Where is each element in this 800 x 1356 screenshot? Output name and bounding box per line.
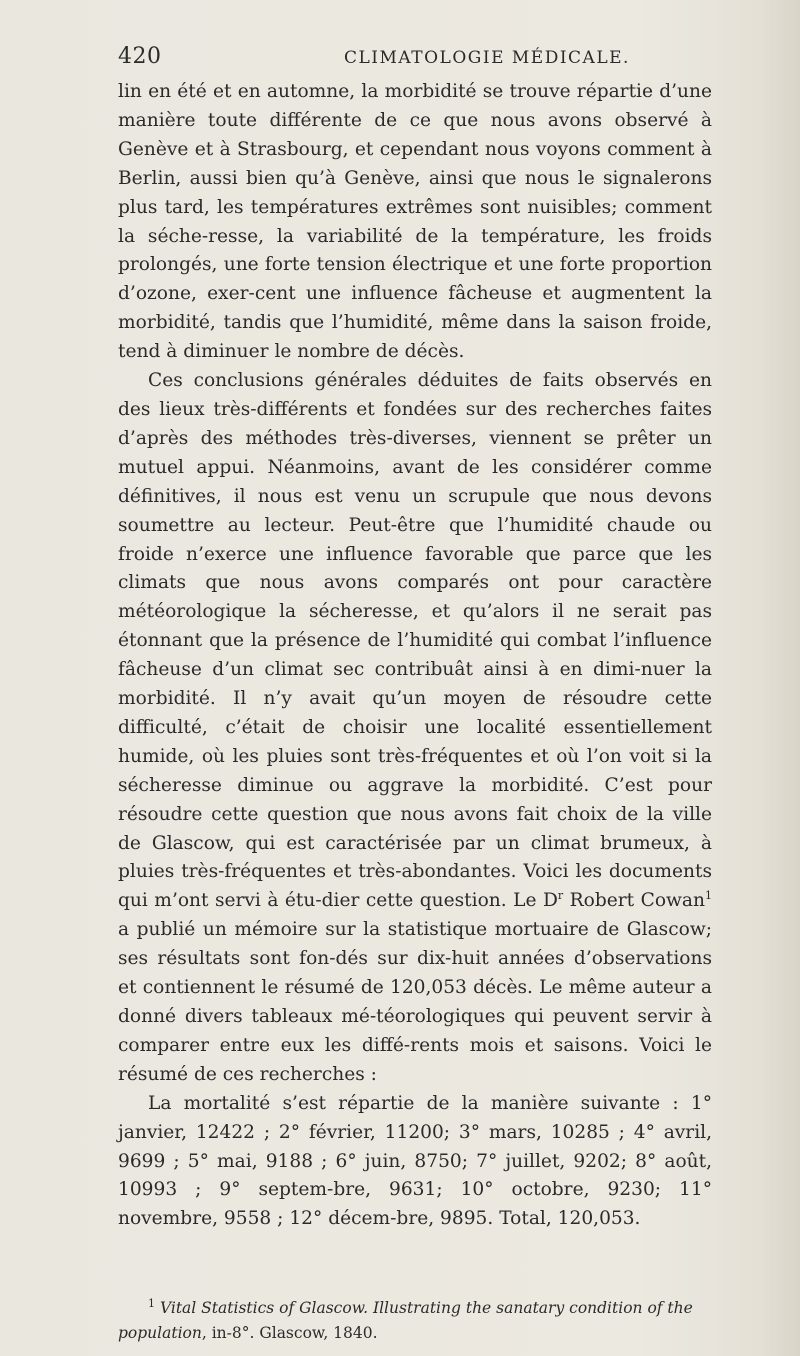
paragraph-2-author: Robert Cowan — [563, 890, 705, 912]
footnote-rest: , in-8°. Glascow, 1840. — [201, 1324, 378, 1342]
footnote — [118, 1296, 712, 1346]
paragraph-2-start: Ces conclusions générales déduites de faits observés en des lieux très-différents et fondées sur des recherches faites d’après des méthodes très-diverses, viennent se prêter un mutuel appui. Néanmoins, avant de les considérer comme définitives, il nous est venu un scrupule que nous devons soumettre au lecteur. Peut-être que l’humidité chaude ou froide n’exerce une influence favorable que parce que les climats que nous avons comparés ont pour caractère météorologique la sécheresse, et qu’alors il ne serait pas étonnant que la présence de l’humidité qui combat l’influence fâcheuse d’un climat sec contribuât ainsi à en dimi-nuer la morbidité. Il n’y avait qu’un moyen de résoudre cette difficulté, c’était de choisir une localité essentiellement humide, où les pluies sont très-fréquentes et où l’on voit si la sécheresse diminue ou aggrave la morbidité. C’est pour résoudre cette question que nous avons fait choix de la ville de Glascow, qui est caractérisée par un climat brumeux, à pluies très-fréquentes et très-abondantes. Voici les documents qui m’ont servi à étu-dier cette question. Le D — [118, 370, 712, 912]
footnote-title: Vital Statistics of Glascow. Illustrating the sanatary condition of the population — [118, 1299, 693, 1342]
paragraph-1: lin en été et en automne, la morbidité se trouve répartie d’une manière toute différente de ce que nous avons observé à Genève et à Strasbourg, et cependant nous voyons comment à Berlin, aussi bien qu’à Genève, ainsi que nous le signalerons plus tard, les températures extrêmes sont nuisibles; comment la séche-resse, la variabilité de la température, les froids prolongés, une forte tension électrique et une forte proportion d’ozone, exer-cent une influence fâcheuse et augmentent la morbidité, tandis que l’humidité, même dans la saison froide, tend à diminuer le nombre de décès. — [118, 81, 712, 363]
footnote-ref: 1 — [705, 889, 712, 903]
body-text — [118, 78, 712, 1234]
paragraph-2-end: a publié un mémoire sur la statistique mortuaire de Glascow; ses résultats sont fon-dés sur dix-huit années d’observations et contiennent le résumé de 120,053 décès. Le même auteur a donné divers tableaux mé-téorologiques qui peuvent servir à comparer entre eux les diffé-rents mois et saisons. Voici le résumé de ces recherches : — [118, 919, 712, 1085]
paragraph-2 — [118, 367, 712, 1090]
page-number: 420 — [118, 44, 162, 69]
running-title: CLIMATOLOGIE MÉDICALE. — [344, 48, 630, 68]
footnote-marker: 1 — [148, 1296, 155, 1310]
doctor-abbrev-sup: r — [557, 889, 564, 903]
paragraph-3: La mortalité s’est répartie de la manière suivante : 1° janvier, 12422 ; 2° février, 11200; 3° mars, 10285 ; 4° avril, 9699 ; 5° mai, 9188 ; 6° juin, 8750; 7° juillet, 9202; 8° août, 10993 ; 9° septem-bre, 9631; 10° octobre, 9230; 11° novembre, 9558 ; 12° décem-bre, 9895. Total, 120,053. — [118, 1092, 712, 1230]
page-header — [118, 44, 720, 74]
